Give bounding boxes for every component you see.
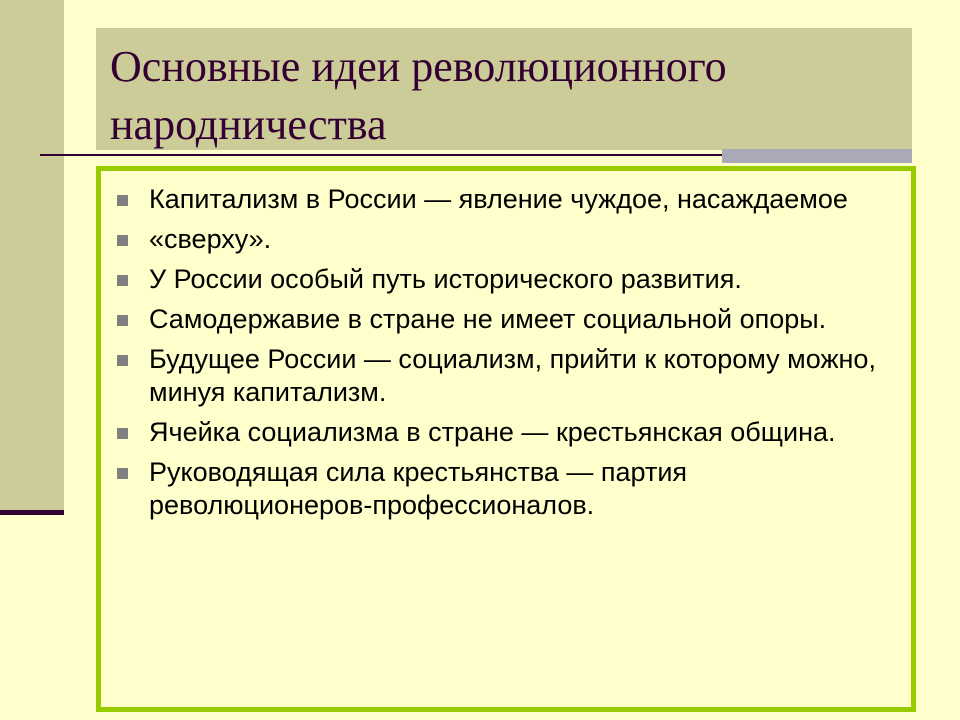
- list-item: [117, 223, 897, 256]
- bullet-text: Руководящая сила крестьянства — партия революционеров-профессионалов.: [149, 457, 688, 520]
- list-item: [117, 416, 897, 449]
- bullet-text: У России особый путь исторического развития.: [149, 264, 742, 294]
- bullet-text: Ячейка социализма в стране — крестьянская община.: [149, 417, 836, 447]
- list-item: [117, 183, 897, 216]
- content-frame: [96, 166, 916, 712]
- slide-title: Основные идеи революционного народничества: [110, 42, 727, 149]
- bullet-text: «сверху».: [149, 224, 272, 254]
- square-bullet-icon: [117, 428, 128, 439]
- left-decor-bar: [0, 0, 64, 512]
- square-bullet-icon: [117, 315, 128, 326]
- bullet-text: Самодержавие в стране не имеет социальной опоры.: [149, 304, 827, 334]
- list-item: [117, 456, 897, 522]
- bullet-list: [117, 183, 897, 529]
- square-bullet-icon: [117, 235, 128, 246]
- bullet-text: Будущее России — социализм, прийти к которому можно, минуя капитализм.: [149, 344, 876, 407]
- square-bullet-icon: [117, 468, 128, 479]
- list-item: [117, 263, 897, 296]
- square-bullet-icon: [117, 195, 128, 206]
- list-item: [117, 343, 897, 409]
- bullet-text: Капитализм в России — явление чуждое, насаждаемое: [149, 184, 848, 214]
- list-item: [117, 303, 897, 336]
- square-bullet-icon: [117, 275, 128, 286]
- square-bullet-icon: [117, 355, 128, 366]
- decor-band: [722, 149, 912, 163]
- left-decor-line: [0, 510, 64, 515]
